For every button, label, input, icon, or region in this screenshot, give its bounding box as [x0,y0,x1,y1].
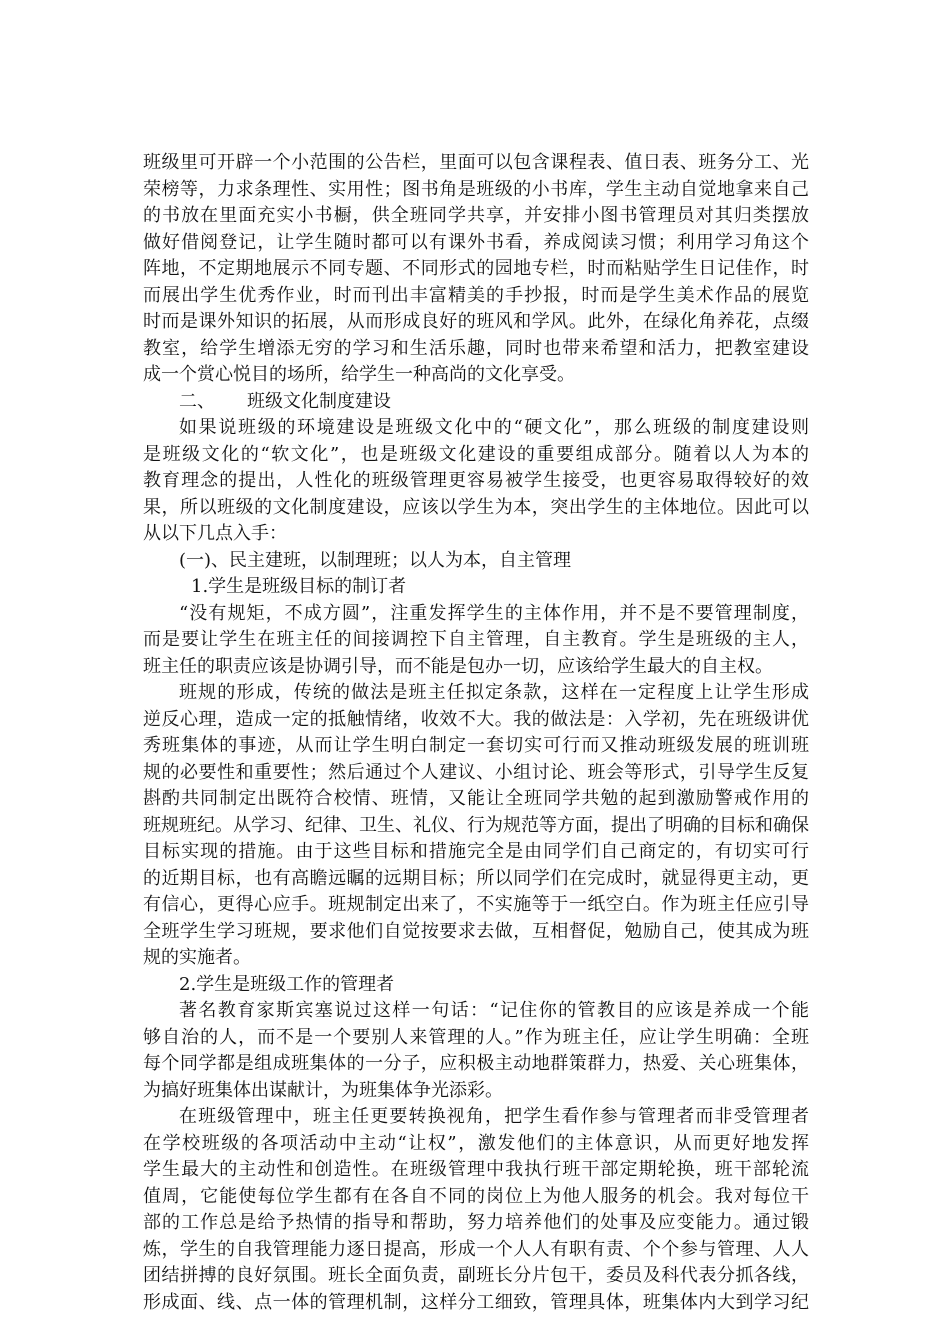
text-line: “没有规矩，不成方圆”，注重发挥学生的主体作用，并不是不要管理制度， [179,602,809,624]
text-line: 班规的形成，传统的做法是班主任拟定条款，这样在一定程度上让学生形成 [179,682,809,703]
text-line: 做好借阅登记，让学生随时都可以有课外书看，养成阅读习惯；利用学习角这个 [143,231,809,253]
text-line: 时而是课外知识的拓展，从而形成良好的班风和学风。此外，在绿化角养花，点缀 [143,311,809,332]
document-page [143,150,809,1316]
text-line: 如果说班级的环境建设是班级文化中的“硬文化”，那么班级的制度建设则 [179,417,809,438]
text-line: 每个同学都是组成班集体的一分子，应积极主动地群策群力，热爱、关心班集体， [143,1053,809,1074]
text-line: 部的工作总是给予热情的指导和帮助，努力培养他们的处事及应变能力。通过锻 [143,1212,809,1233]
text-line: 荣榜等，力求条理性、实用性；图书角是班级的小书库，学生主动自觉地拿来自己 [143,178,809,200]
paragraph-environment [143,150,809,389]
text-line: 秀班集体的事迹，从而让学生明白制定一套切实可行而又推动班级发展的班训班 [143,735,809,756]
text-line: 学生最大的主动性和创造性。在班级管理中我执行班干部定期轮换，班干部轮流 [143,1159,809,1180]
text-line: 阵地，不定期地展示不同专题、不同形式的园地专栏，时而粘贴学生日记佳作，时 [143,258,809,279]
text-line: 果，所以班级的文化制度建设，应该以学生为本，突出学生的主体地位。因此可以 [143,496,809,518]
text-line: 在学校班级的各项活动中主动“让权”，激发他们的主体意识，从而更好地发挥 [143,1132,809,1154]
text-line: 规的实施者。 [143,947,251,968]
text-line: 形成面、线、点一体的管理机制，这样分工细致，管理具体，班集体内大到学习纪 [143,1291,809,1313]
paragraph-class-rules [143,680,809,972]
text-line: 班主任的职责应该是协调引导，而不能是包办一切，应该给学生最大的自主权。 [143,655,773,677]
text-line: 而展出学生优秀作业，时而刊出丰富精美的手抄报，时而是学生美术作品的展览 [143,284,809,306]
text-line: 从以下几点入手： [143,523,287,544]
paragraph-rules [143,601,809,681]
text-line: 有信心，更得心应手。班规制定出来了，不实施等于一纸空白。作为班主任应引导 [143,894,809,915]
section-heading [143,389,809,416]
text-line: 班级里可开辟一个小范围的公告栏，里面可以包含课程表、值日表、班务分工、光 [143,152,809,173]
section-title: 班级文化制度建设 [247,390,391,412]
text-line: 而是要让学生在班主任的间接调控下自主管理，自主教育。学生是班级的主人， [143,629,809,650]
text-line: 为搞好班集体出谋献计，为班集体争光添彩。 [143,1079,503,1101]
section-number: 二、 [179,390,215,412]
text-line: 炼，学生的自我管理能力逐日提高，形成一个人人有职有责、个个参与管理、人人 [143,1238,809,1260]
text-line: 班规班纪。从学习、纪律、卫生、礼仪、行为规范等方面，提出了明确的目标和确保 [143,814,809,836]
text-line: 是班级文化的“软文化”，也是班级文化建设的重要组成部分。随着以人为本的 [143,443,809,465]
text-line: 全班学生学习班规，要求他们自觉按要求去做，互相督促，勉励自己，使其成为班 [143,920,809,942]
text-line: 斟酌共同制定出既符合校情、班情，又能让全班同学共勉的起到激励警戒作用的 [143,788,809,809]
text-line: 的书放在里面充实小书橱，供全班同学共享，并安排小图书管理员对其归类摆放 [143,205,809,226]
text-line: 教室，给学生增添无穷的学习和生活乐趣，同时也带来希望和活力，把教室建设 [143,337,809,359]
text-line: 在班级管理中，班主任更要转换视角，把学生看作参与管理者而非受管理者 [179,1106,809,1127]
text-line: 够自治的人，而不是一个要别人来管理的人。”作为班主任，应让学生明确：全班 [143,1026,809,1048]
text-line: 逆反心理，造成一定的抵触情绪，收效不大。我的做法是：入学初，先在班级讲优 [143,708,809,730]
text-line: 目标实现的措施。由于这些目标和措施完全是由同学们自己商定的，有切实可行 [143,841,809,862]
paragraph-management [143,1104,809,1316]
item-heading-2: 2.学生是班级工作的管理者 [179,973,395,995]
text-line: 教育理念的提出，人性化的班级管理更容易被学生接受，也更容易取得较好的效 [143,470,809,491]
subsection-heading: (一)、民主建班，以制理班；以人为本，自主管理 [179,549,572,571]
text-line: 成一个赏心悦目的场所，给学生一种高尚的文化享受。 [143,364,575,385]
text-line: 团结拼搏的良好氛围。班长全面负责，副班长分片包干，委员及科代表分抓各线， [143,1265,809,1286]
text-line: 的近期目标，也有高瞻远瞩的远期目标；所以同学们在完成时，就显得更主动，更 [143,867,809,889]
text-line: 著名教育家斯宾塞说过这样一句话：“记住你的管教目的应该是养成一个能 [179,1000,809,1021]
paragraph-spencer [143,998,809,1104]
text-line: 值周，它能使每位学生都有在各自不同的岗位上为他人服务的机会。我对每位干 [143,1185,809,1207]
item-heading-1: 1.学生是班级目标的制订者 [191,576,407,597]
text-line: 规的必要性和重要性；然后通过个人建议、小组讨论、班会等形式，引导学生反复 [143,761,809,783]
paragraph-system-intro [143,415,809,548]
